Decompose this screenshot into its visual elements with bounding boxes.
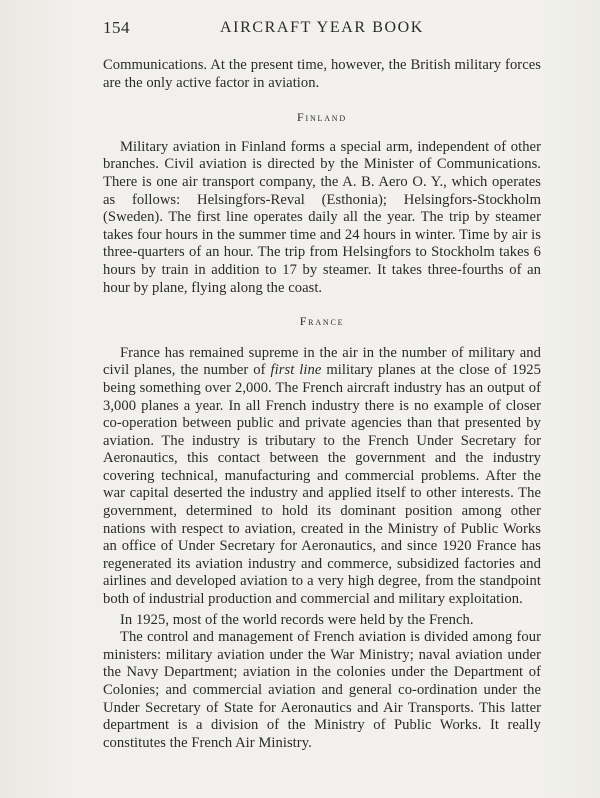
- running-title: AIRCRAFT YEAR BOOK: [220, 19, 424, 36]
- finland-heading: Finland: [297, 110, 347, 125]
- france-paragraph-1: [103, 345, 541, 609]
- france-heading: France: [299, 314, 345, 329]
- france-paragraph-2: In 1925, most of the world records were held by the French.: [120, 611, 474, 628]
- first-line-emphasis: first line: [270, 362, 322, 379]
- france-paragraph-1-rest: military planes at the close of 1925 being something over 2,000. The French aircraft industry has an output of 3,000 planes a year. In all French industry there is no example of closer co-operation between public and private agencies than that presented by aviation. The industry is tributary to the French Under Secretary for Aeronautics, this contact between the government and the industry covering technical, manufacturing and commercial problems. After the war capital deserted the industry and applied itself to other interests. The government, determined to hold its dominant position among other nations with respect to aviation, created in the Ministry of Public Works an office of Under Secretary for Aeronautics, and since 1920 France has regenerated its aviation industry and commerce, subsidized factories and airlines and developed aviation to a very high degree, from the standpoint both of industrial production and commercial and military exploitation.: [103, 362, 541, 608]
- france-paragraph-3: The control and management of French aviation is divided among four ministers: military aviation under the War Ministry; naval aviation under the Navy Department; aviation in the colonies under the Department of Colonies; and commercial aviation and general co-ordination under the Under Secretary of State for Aeronautics and Air Transports. This latter department is a division of the Ministry of Public Works. It really constitutes the French Air Ministry.: [103, 629, 541, 751]
- running-header: [103, 18, 541, 42]
- intro-continuation-paragraph: Communications. At the present time, however, the British military forces are the only active factor in aviation.: [103, 57, 541, 91]
- finland-paragraph: Military aviation in Finland forms a special arm, independent of other branches. Civil aviation is directed by the Minister of Communications. There is one air transport company, the A. B. Aero O. Y., which operates as follows: Helsingfors-Reval (Esthonia); Helsingfors-Stockholm (Sweden). The first line operates daily all the year. The trip by steamer takes four hours in the summer time and 24 hours in winter. Time by air is three-quarters of an hour. The trip from Helsingfors to Stockholm takes 6 hours by train in addition to 17 by steamer. It takes three-fourths of an hour by plane, flying along the coast.: [103, 138, 541, 296]
- page-number: 154: [103, 18, 130, 37]
- france-paragraph-1-start: France has remained supreme in the air in the number of military and civil planes, the number of: [103, 344, 541, 379]
- body-text: [103, 57, 541, 752]
